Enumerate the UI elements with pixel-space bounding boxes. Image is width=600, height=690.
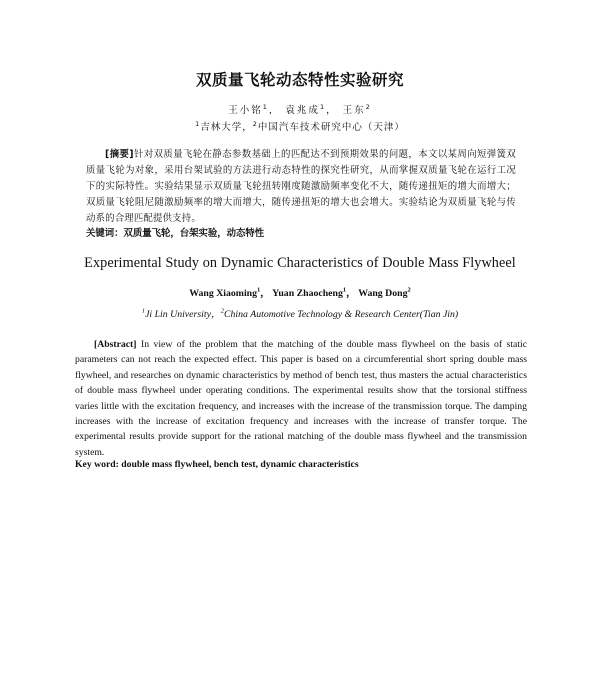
english-author-name: Wang Xiaoming	[189, 288, 258, 299]
affiliation-marker: 2	[252, 119, 258, 128]
author-separator: ，	[268, 105, 281, 116]
english-title: Experimental Study on Dynamic Characteristics of Double Mass Flywheel	[84, 255, 516, 271]
english-author-name: Wang Dong	[358, 288, 408, 299]
chinese-author-name: 王小铭	[228, 105, 263, 116]
chinese-abstract-text: 针对双质量飞轮在静态参数基础上的匹配达不到预期效果的问题，本文以某周向短弹簧双质量飞轮为对象，采用台架试验的方法进行动态特性的探究性研究，从而掌握双质量飞轮在运行工况下的实际特性。实验结果显示双质量飞轮扭转刚度随激励频率变化不大，随传递扭矩的增大而增大；双质量飞轮阻尼随激励频率的增大而增大，随传递扭矩的增大也会增大。实验结论为双质量飞轮与传动系的合理匹配提供支持。	[86, 149, 516, 224]
chinese-keywords	[86, 226, 516, 242]
affiliation-marker: 2	[365, 102, 372, 111]
chinese-authors	[0, 102, 600, 116]
english-keywords	[75, 457, 527, 472]
chinese-author-name: 袁兆成	[285, 105, 320, 116]
affiliation-marker: 1	[262, 102, 269, 111]
author-separator: ，	[326, 105, 338, 116]
affiliation-separator: ，	[242, 122, 253, 133]
chinese-abstract	[86, 147, 516, 227]
chinese-affiliation-name: 中国汽车技术研究中心（天津）	[257, 122, 405, 133]
affiliation-marker: 1	[342, 286, 347, 294]
chinese-affiliations	[0, 119, 600, 133]
english-keywords-label: Key word:	[75, 459, 122, 470]
english-abstract-text: In view of the problem that the matching of the double mass flywheel on the basis of static parameters can not reach the expected effect. This paper is based on a circumferential short spring double mass flywheel, and researches on dynamic characteristics by method of bench test, thus masters the actual characteristics of double mass flywheel under operating conditions. The experimental results show that the torsional stiffness varies little with the excitation frequency, and increases with the increase of the transmission torque. The damping increases with the increase of excitation frequency and increases with the increase of transfer torque. The experimental results provide support for the rational matching of the double mass flywheel and the transmission system.	[75, 339, 527, 458]
chinese-title: 双质量飞轮动态特性实验研究	[195, 71, 404, 89]
english-author-name: Yuan Zhaocheng	[272, 288, 343, 299]
english-authors	[0, 285, 600, 299]
chinese-affiliation-name: 吉林大学	[200, 122, 243, 133]
affiliation-marker: 2	[407, 286, 411, 294]
author-separator: ，	[260, 288, 271, 299]
chinese-keywords-label: 关键词：	[86, 228, 124, 239]
english-affiliations	[0, 306, 600, 320]
chinese-keywords-text: 双质量飞轮，台架实验，动态特性	[123, 228, 265, 239]
english-affiliation-name: China Automotive Technology & Research Center(Tian Jin)	[223, 309, 459, 320]
affiliation-marker: 1	[195, 119, 201, 128]
affiliation-marker: 2	[220, 307, 224, 315]
affiliation-separator: ，	[210, 309, 221, 320]
chinese-abstract-label: [摘要]	[105, 149, 134, 160]
affiliation-marker: 1	[319, 102, 327, 111]
english-abstract-label: [Abstract]	[94, 339, 137, 350]
affiliation-marker: 1	[257, 286, 261, 294]
english-abstract	[75, 337, 527, 460]
chinese-author-name: 王东	[342, 105, 366, 116]
english-keywords-text: double mass flywheel, bench test, dynamic characteristics	[121, 459, 359, 470]
author-separator: ，	[346, 288, 356, 299]
english-affiliation-name: Ji Lin University	[145, 309, 211, 320]
affiliation-marker: 1	[141, 307, 146, 315]
